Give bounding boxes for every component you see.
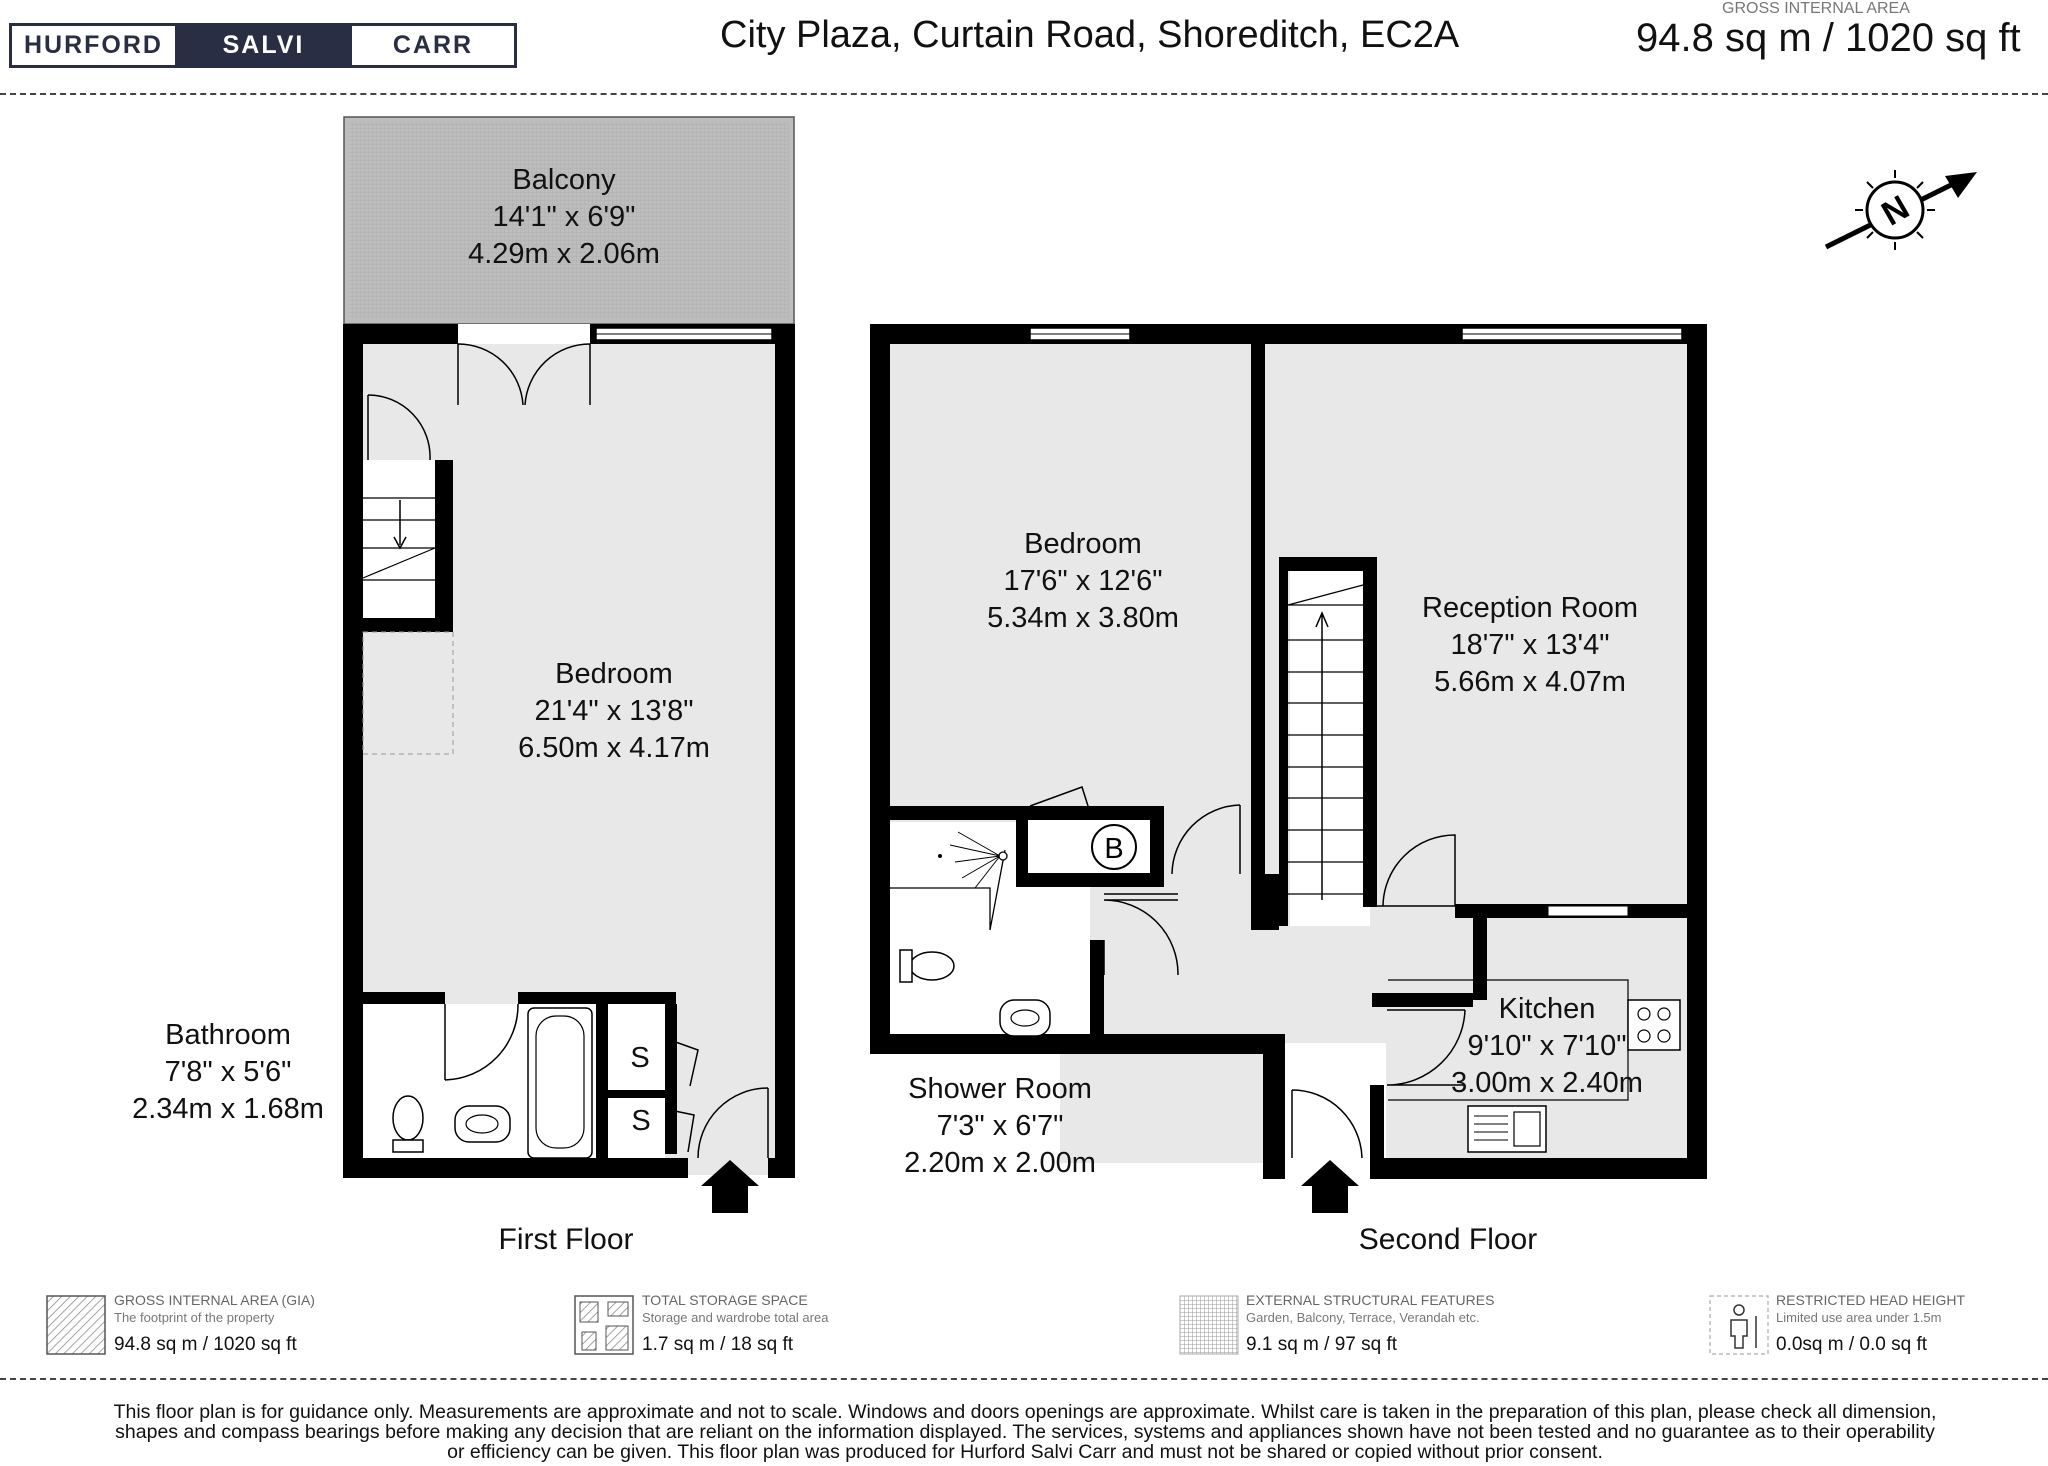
shower-room-metric: 2.20m x 2.00m	[904, 1147, 1096, 1179]
legend-storage-value: 1.7 sq m / 18 sq ft	[642, 1334, 794, 1355]
cupboard-west-wall	[1016, 820, 1028, 880]
legend-gia-label: GROSS INTERNAL AREA (GIA)	[114, 1292, 315, 1308]
balcony-name: Balcony	[512, 164, 616, 196]
legend-external-sub: Garden, Balcony, Terrace, Verandah etc.	[1246, 1310, 1480, 1325]
internal-window	[1548, 906, 1628, 916]
entrance-west-wall	[1263, 1034, 1285, 1179]
disclaimer: This floor plan is for guidance only. Measurements are approximate and not to scale. Windows and doors openings are approximate. Whilst care is taken in the preparation of this plan, please check all dimension, shapes and compass bearings before making any decision that are reliant on the information displayed. The services, systems and appliances shown have not been tested and no guarantee as to their operability or efficiency can be given. This floor plan was produced for Hurford Salvi Carr and must not be shared or copied without prior consent.	[113, 1401, 1937, 1463]
shower-room-imperial: 7'3" x 6'7"	[936, 1110, 1064, 1142]
second-floor-entrance-door	[1292, 1090, 1362, 1158]
reception-name: Reception Room	[1422, 592, 1638, 624]
stairwell-west-wall	[1279, 571, 1288, 926]
shower-basin-icon	[1000, 1000, 1050, 1036]
storage-shelf-wall	[608, 1090, 666, 1098]
legend-gia-sub: The footprint of the property	[114, 1310, 275, 1325]
gia-legend-icon	[47, 1296, 105, 1354]
first-floor-label: First Floor	[498, 1223, 634, 1256]
bathroom-east-wall	[596, 1004, 608, 1160]
first-floor-west-wall	[343, 324, 363, 1178]
kitchen-entry-wall	[1372, 993, 1473, 1007]
bath-basin	[536, 1016, 584, 1148]
stairwell-north-wall	[1279, 557, 1374, 571]
stair-wall-east	[435, 460, 453, 630]
gross-internal-area-value: 94.8 sq m / 1020 sq ft	[1636, 16, 2021, 60]
compass-north-letter: N	[1875, 188, 1916, 234]
external-features-legend-icon	[1180, 1296, 1238, 1354]
bathroom-north-wall-right	[518, 992, 676, 1004]
legend-external-label: EXTERNAL STRUCTURAL FEATURES	[1246, 1292, 1495, 1308]
bathroom-north-wall-left	[363, 992, 445, 1004]
second-floor-west-wall	[870, 324, 890, 1054]
entrance-east-wall	[1370, 1085, 1384, 1179]
shower-drain-icon	[938, 854, 942, 858]
storage-1-label: S	[630, 1042, 650, 1074]
toilet-cistern	[393, 1140, 423, 1152]
second-floor-east-wall	[1687, 324, 1707, 1179]
shower-head-icon	[999, 852, 1007, 860]
sink-bowl	[1514, 1112, 1540, 1146]
second-floor-entrance-arrow-icon	[1301, 1160, 1359, 1213]
legend-gia-value: 94.8 sq m / 1020 sq ft	[114, 1334, 297, 1355]
first-floor-east-wall	[775, 324, 795, 1178]
first-bedroom-metric: 6.50m x 4.17m	[518, 732, 710, 764]
shower-room-name: Shower Room	[908, 1073, 1092, 1105]
second-bedroom-metric: 5.34m x 3.80m	[987, 602, 1179, 634]
bedroom-reception-wall	[1251, 344, 1265, 874]
legend-restricted-value: 0.0sq m / 0.0 sq ft	[1776, 1334, 1928, 1355]
stair-wall-south	[363, 618, 453, 632]
bathroom-name: Bathroom	[165, 1019, 291, 1051]
shower-toilet-icon	[910, 952, 954, 980]
second-floor-label: Second Floor	[1358, 1223, 1538, 1256]
boiler-label: B	[1104, 833, 1124, 865]
toilet-icon	[393, 1096, 423, 1140]
first-bedroom-name: Bedroom	[555, 658, 673, 690]
logo-word-2: SALVI	[178, 26, 349, 65]
entrance-hall-floor	[1060, 1043, 1285, 1163]
hob-icon	[1628, 1000, 1680, 1050]
second-bedroom-name: Bedroom	[1024, 528, 1142, 560]
legend-storage-sub: Storage and wardrobe total area	[642, 1310, 829, 1325]
second-bedroom-imperial: 17'6" x 12'6"	[1003, 565, 1163, 597]
balcony-door-opening	[458, 324, 590, 344]
property-address: City Plaza, Curtain Road, Shoreditch, EC2A	[720, 14, 1460, 56]
cupboard-north-wall	[1016, 806, 1164, 820]
legend-restricted-label: RESTRICTED HEAD HEIGHT	[1776, 1292, 1966, 1308]
first-bedroom-imperial: 21'4" x 13'8"	[534, 695, 694, 727]
second-floor-plan	[870, 324, 1707, 1256]
bathroom-metric: 2.34m x 1.68m	[132, 1093, 324, 1125]
legend-storage-label: TOTAL STORAGE SPACE	[642, 1292, 808, 1308]
shower-room-south-wall	[870, 1034, 1282, 1054]
gross-internal-area-label: GROSS INTERNAL AREA	[1722, 0, 1910, 17]
logo-word-3: CARR	[349, 26, 514, 65]
kitchen-west-wall	[1473, 918, 1487, 1000]
reception-metric: 5.66m x 4.07m	[1434, 666, 1626, 698]
first-floor-south-wall-left	[343, 1158, 688, 1178]
kitchen-south-wall	[1370, 1158, 1707, 1179]
first-floor-north-wall-left	[343, 324, 458, 344]
bathroom-imperial: 7'8" x 5'6"	[164, 1056, 292, 1088]
basin-icon	[455, 1106, 510, 1142]
stairwell-east-wall	[1363, 557, 1377, 907]
kitchen-imperial: 9'10" x 7'10"	[1467, 1030, 1627, 1062]
hall-pier	[1251, 874, 1279, 930]
storage-legend-icon	[575, 1296, 633, 1354]
kitchen-name: Kitchen	[1498, 993, 1596, 1025]
shower-room-east-wall	[1090, 940, 1104, 1035]
shower-toilet-cistern	[900, 950, 912, 982]
reception-imperial: 18'7" x 13'4"	[1450, 629, 1610, 661]
balcony-metric: 4.29m x 2.06m	[468, 238, 660, 270]
logo-word-1: HURFORD	[12, 26, 178, 65]
compass-icon	[1826, 170, 1977, 250]
first-floor-plan	[132, 117, 795, 1256]
storage-2-label: S	[631, 1105, 651, 1137]
first-floor-south-wall-right	[768, 1158, 795, 1178]
balcony-imperial: 14'1" x 6'9"	[492, 201, 636, 233]
legend-external-value: 9.1 sq m / 97 sq ft	[1246, 1334, 1398, 1355]
restricted-height-legend-icon	[1710, 1296, 1768, 1354]
cupboard-south-wall	[1016, 873, 1164, 887]
shower-room-north-wall	[890, 806, 1022, 820]
legend-restricted-sub: Limited use area under 1.5m	[1776, 1310, 1942, 1325]
kitchen-metric: 3.00m x 2.40m	[1451, 1067, 1643, 1099]
storage-divider	[665, 1004, 677, 1154]
footer-divider	[0, 1378, 2048, 1380]
stairwell-floor	[1290, 568, 1370, 926]
